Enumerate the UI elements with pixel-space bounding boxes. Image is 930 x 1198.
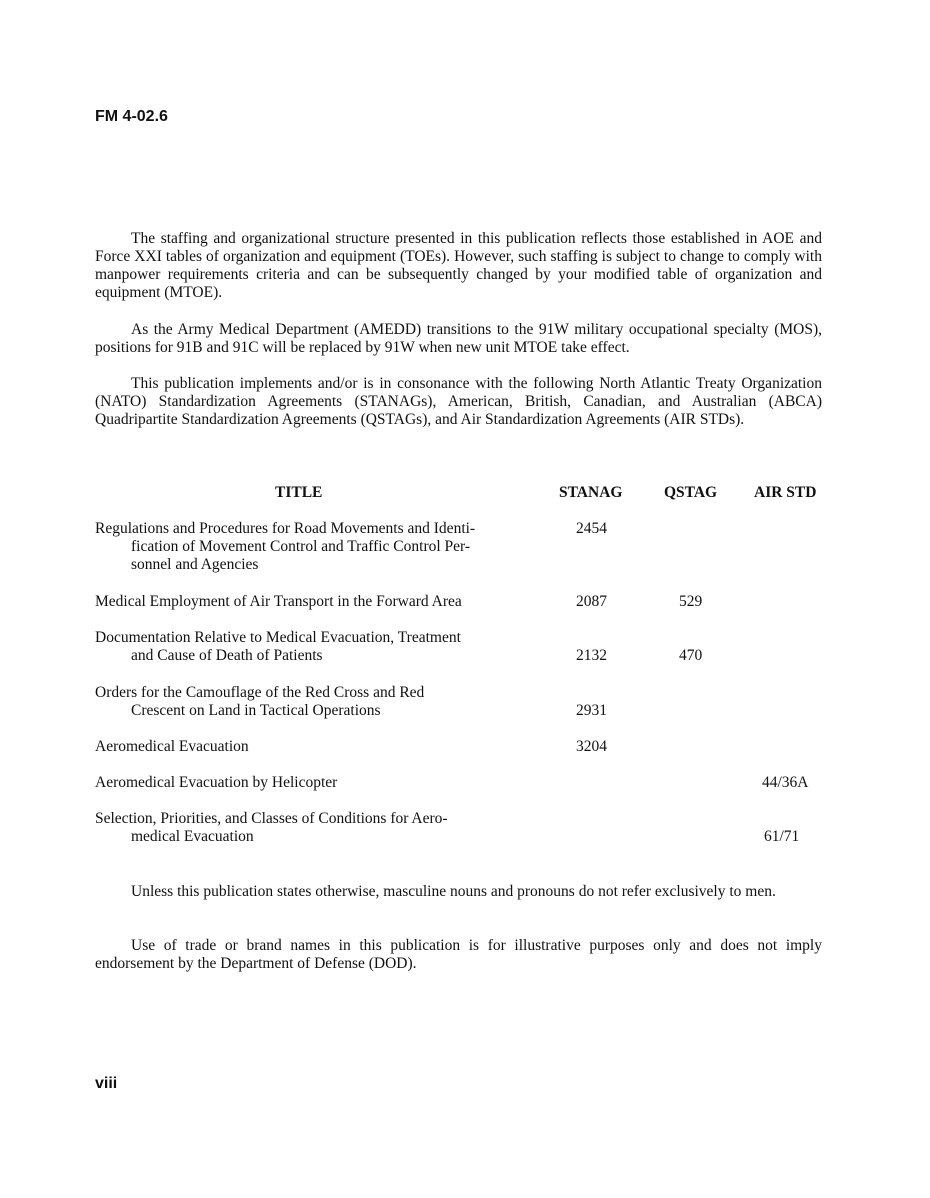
title-line: Selection, Priorities, and Classes of Conditions for Aero- (95, 810, 448, 827)
row-title (95, 593, 525, 611)
row-title (95, 520, 525, 574)
title-line: Aeromedical Evacuation (95, 738, 249, 755)
column-header-air-std: AIR STD (754, 484, 817, 501)
stanag-value: 2454 (576, 520, 607, 537)
stanag-value: 2931 (576, 702, 607, 719)
document-id: FM 4-02.6 (95, 108, 168, 125)
qstag-value: 529 (679, 593, 703, 610)
page-number: viii (95, 1075, 118, 1092)
row-title (95, 684, 525, 720)
title-line: Medical Employment of Air Transport in the Forward Area (95, 593, 462, 610)
air-std-value: 61/71 (764, 828, 800, 845)
title-line: Orders for the Camouflage of the Red Cross and Red (95, 684, 425, 701)
stanag-value: 2132 (576, 647, 607, 664)
title-line: medical Evacuation (131, 828, 254, 845)
title-line: Aeromedical Evacuation by Helicopter (95, 774, 338, 791)
title-line: fication of Movement Control and Traffic Control Per- (131, 538, 471, 555)
paragraph-stanag: This publication implements and/or is in consonance with the following North Atlantic Treaty Organization (NATO) Standardization Agreements (STANAGs), American, British, Canadian, and Australian (ABCA) Quadripartite Standardization Agreements (QSTAGs), and Air Standardization Agreements (AIR STDs). (95, 375, 822, 428)
column-header-title: TITLE (275, 484, 323, 501)
title-line: Documentation Relative to Medical Evacuation, Treatment (95, 629, 461, 646)
title-line: Crescent on Land in Tactical Operations (131, 702, 381, 719)
paragraph-trade-names: Use of trade or brand names in this publication is for illustrative purposes only and does not imply endorsement by the Department of Defense (DOD). (95, 937, 822, 972)
row-title (95, 738, 525, 756)
column-header-stanag: STANAG (559, 484, 623, 501)
paragraph-staffing: The staffing and organizational structure presented in this publication reflects those established in AOE and Force XXI tables of organization and equipment (TOEs). However, such staffing is subject to change to comply with manpower requirements criteria and can be subsequently changed by your modified table of organization and equipment (MTOE). (95, 230, 822, 301)
row-title (95, 629, 525, 665)
paragraph-amedd: As the Army Medical Department (AMEDD) transitions to the 91W military occupational specialty (MOS), positions for 91B and 91C will be replaced by 91W when new unit MTOE take effect. (95, 321, 822, 356)
stanag-value: 3204 (576, 738, 607, 755)
air-std-value: 44/36A (762, 774, 809, 791)
title-line: and Cause of Death of Patients (131, 647, 323, 664)
paragraph-gender: Unless this publication states otherwise, masculine nouns and pronouns do not refer exclusively to men. (131, 883, 776, 900)
stanag-value: 2087 (576, 593, 607, 610)
row-title (95, 810, 525, 846)
qstag-value: 470 (679, 647, 703, 664)
title-line: Regulations and Procedures for Road Movements and Identi- (95, 520, 476, 537)
column-header-qstag: QSTAG (664, 484, 718, 501)
row-title (95, 774, 525, 792)
title-line: sonnel and Agencies (131, 556, 259, 573)
